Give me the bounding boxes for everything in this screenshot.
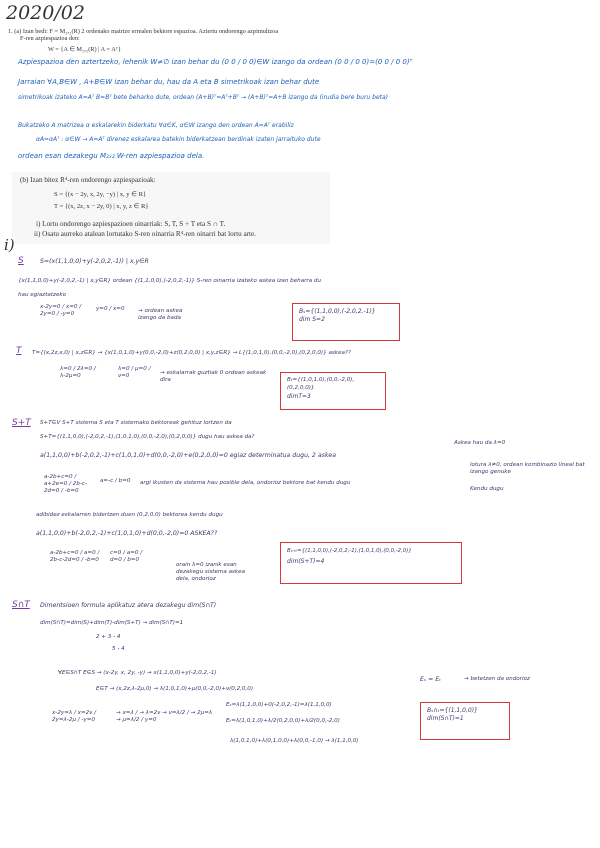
ST-result-box bbox=[280, 542, 462, 584]
problem-a-formula: W = {A ∈ M₂ₓ₂(R) | A = Aᵀ} bbox=[48, 46, 122, 54]
ST-note: argi ikusten da sistema hau posible dela, ondorioz bektore bat kendu dugu bbox=[140, 480, 351, 486]
SnT-system: x-2y=λ / x=2ν / 2y=λ-2μ / -y=0 bbox=[52, 710, 96, 723]
ST-line2: S+T={(1,1,0,0),(-2,0,2,-1),(1,0,1,0),(0,0,-2,0),(0,2,0,0)} dugu hau askea da? bbox=[40, 434, 255, 440]
SnT-basis: Bₛ∩ₜ={(1,1,0,0)} bbox=[427, 707, 478, 714]
S-line3: hau egiaztatzeko bbox=[18, 292, 67, 298]
problem-b-ii: ii) Osatu aurreko atalean lortutako S-ren oinarria R⁴-ren oinarri bat lortu arte. bbox=[34, 230, 257, 238]
ST-note2: orain λ=0 izanik esan dezakegu sistema askea dela, ondorioz bbox=[176, 562, 246, 582]
SnT-calc1: Eₛ=λ(1,1,0,0)+0(-2,0,2,-1)=λ(1,1,0,0) bbox=[226, 702, 332, 708]
S-line1: S=(x(1,1,0,0)+y(-2,0,2,-1)) | x,y∈R bbox=[40, 258, 149, 265]
ST-system2: a-2b+c=0 / a=0 / 2b-c-2d=0 / -b=0 bbox=[50, 550, 100, 563]
ST-side1: Askea hau da λ=0 bbox=[454, 440, 506, 446]
S-result-box bbox=[292, 303, 400, 341]
SnT-line4: 5 - 4 bbox=[112, 646, 125, 652]
SnT-calc3: λ(1,0,1,0)+λ(0,1,0,0)+λ(0,0,-1,0) → λ(1,1,0,0) bbox=[230, 738, 359, 744]
answer-a-line3: simetrikoak izateko A=Aᵀ B=Bᵀ bete beharko dute, ordean (A+B)ᵀ=Aᵀ+Bᵀ → (A+B)ᵀ=A+B izango da (irudia bere buru beta) bbox=[18, 94, 389, 101]
page-title: 2020/02 bbox=[6, 2, 85, 24]
answer-a-line5: αA=αAᵀ : α∈W → A=Aᵀ direnez eskalarea batekin biderkatzean berdinak izaten jarraituko dute bbox=[36, 136, 321, 143]
T-system: λ=0 / 2λ=0 / λ-2μ=0 bbox=[60, 366, 96, 379]
SnT-dim: dim(S∩T)=1 bbox=[427, 715, 464, 723]
section-S-label: S bbox=[18, 256, 24, 266]
problem-a-line1: 1. (a) Izan bedi: F = M₂ₓ₂(R) 2 ordenako matrize errealen bektore espazioa. Aztertu ondorengo azpimultzoa bbox=[8, 28, 279, 35]
SnT-calc2: Eₜ=λ(1,0,1,0)+λ/2(0,2,0,0)+λ/2(0,0,-2,0) bbox=[226, 718, 340, 724]
T-basis: Bₜ={(1,0,1,0),(0,0,-2,0),(0,2,0,0)} bbox=[287, 377, 355, 391]
problem-b-S: S = {(x − 2y, x, 2y, −y) | x, y ∈ R} bbox=[54, 191, 147, 198]
answer-a-line4: Bukatzeko A matrizea α eskalarekin biderkatu ∀α∈K, α∈W izango den ordean A=Aᵀ erabiliz bbox=[18, 122, 294, 129]
SnT-equality: Eₛ = Eₜ bbox=[420, 676, 442, 683]
S-note: → ordean askea izango da bada bbox=[138, 308, 183, 321]
T-note: → eskalarrak guztiak 0 ordean askeak dira bbox=[160, 370, 267, 383]
ST-dim: dim(S+T)=4 bbox=[287, 557, 325, 565]
ST-result2: c=0 / a=0 / d=0 / b=0 bbox=[110, 550, 143, 563]
SnT-line6: E∈T → (x,2z,λ-2μ,0) → λ(1,0,1,0)+μ(0,0,-2,0)+ν(0,2,0,0) bbox=[96, 686, 254, 692]
ST-result: a=-c / b=0 bbox=[100, 478, 131, 484]
section-ST-label: S+T bbox=[12, 418, 31, 428]
problem-a-text bbox=[8, 28, 388, 54]
SnT-line3: 2 + 3 - 4 bbox=[96, 634, 121, 640]
answer-a-line2: Jarraian ∀A,B∈W , A+B∈W izan behar du, hau da A eta B simetrikoak izan behar dute bbox=[18, 78, 320, 86]
SnT-equality-note: → betetzen da ondorioz bbox=[464, 676, 530, 682]
ST-line1: S+T∈V S+T sistema S eta T sistemako bektoreak gehituz lortzen da bbox=[40, 420, 232, 426]
section-SnT-label: S∩T bbox=[12, 600, 30, 610]
S-line2: {x(1,1,0,0)+y(-2,0,2,-1) | x,y∈R} ordean {(1,1,0,0),(-2,0,2,-1)} S-ren oinarria izateko askea izan beharra du bbox=[18, 278, 322, 284]
problem-a-line2: F-ren azpiespazioa den: bbox=[20, 35, 80, 43]
problem-b-intro: (b) Izan bitez R⁴-ren ondorengo azpiespazioak: bbox=[20, 176, 156, 184]
S-result: y=0 / x=0 bbox=[96, 306, 125, 312]
ST-side3: Kendu dugu bbox=[470, 486, 504, 492]
part-i-label: i) bbox=[4, 236, 15, 254]
ST-basis: Bₛ₊ₜ={(1,1,0,0),(-2,0,2,-1),(1,0,1,0),(0,0,-2,0)} bbox=[287, 548, 412, 554]
answer-a-line6: ordean esan dezakegu M₂ₓ₂ W-ren azpiespazioa dela. bbox=[18, 152, 205, 160]
SnT-line5: ∀E∈S∩T E∈S → (x-2y, x, 2y, -y) → x(1,1,0,0)+y(-2,0,2,-1) bbox=[58, 670, 217, 676]
ST-side2: lotura λ≠0, ordean kombinazio lineal bat izango genuke bbox=[470, 462, 585, 475]
T-line1: T={(x,2z,x,0) | x,z∈R} → {x(1,0,1,0)+y(0,0,-2,0)+z(0,2,0,0) | x,y,z∈R} → L{(1,0,1,0),(0,0,-2,0),(0,2,0,0)} askea?? bbox=[32, 350, 351, 356]
problem-b-box bbox=[12, 172, 330, 244]
S-basis: Bₛ={(1,1,0,0),(-2,0,2,-1)} bbox=[299, 308, 376, 315]
ST-line4: adibidez eskalarren bidertzen duen (0,2,0,0) bektorea kendu dugu bbox=[36, 512, 223, 518]
T-dim: dimT=3 bbox=[287, 392, 311, 400]
section-T-label: T bbox=[16, 346, 22, 356]
ST-system: a-2b+c=0 / a+2e=0 / 2b-c-2d=0 / -b=0 bbox=[44, 474, 88, 494]
SnT-line2: dim(S∩T)=dim(S)+dim(T)-dim(S+T) → dim(S∩T)=1 bbox=[40, 620, 184, 626]
T-result-box bbox=[280, 372, 386, 410]
ST-line3: a(1,1,0,0)+b(-2,0,2,-1)+c(1,0,1,0)+d(0,0,-2,0)+e(0,2,0,0)=0 egiaz determinatua dugu, 2 askea bbox=[40, 452, 337, 459]
problem-b-i: i) Lortu ondorengo azpiespazioen oinarriak: S, T, S + T eta S ∩ T. bbox=[36, 220, 226, 228]
problem-b-T: T = {(x, 2z, x − 2y, 0) | x, y, z ∈ R} bbox=[54, 203, 149, 210]
SnT-result: → x=λ / → λ=2ν → ν=λ/2 / → 2μ=λ → μ=λ/2 / y=0 bbox=[116, 710, 213, 723]
S-system: x-2y=0 / x=0 / 2y=0 / -y=0 bbox=[40, 304, 82, 317]
SnT-result-box bbox=[420, 702, 510, 740]
ST-line5: a(1,1,0,0)+b(-2,0,2,-1)+c(1,0,1,0)+d(0,0,-2,0)=0 ASKEA?? bbox=[36, 530, 218, 537]
answer-a-line1: Azpiespazioa den aztertzeko, lehenik W≠∅ izan behar du (0 0 / 0 0)∈W izango da ordean (0 0 / 0 0)=(0 0 / 0 0)ᵀ bbox=[18, 58, 413, 66]
SnT-line1: Dimentsioen formula aplikatuz atera dezakegu dim(S∩T) bbox=[40, 602, 217, 609]
T-result: λ=0 / μ=0 / ν=0 bbox=[118, 366, 151, 379]
S-dim: dim S=2 bbox=[299, 316, 325, 324]
